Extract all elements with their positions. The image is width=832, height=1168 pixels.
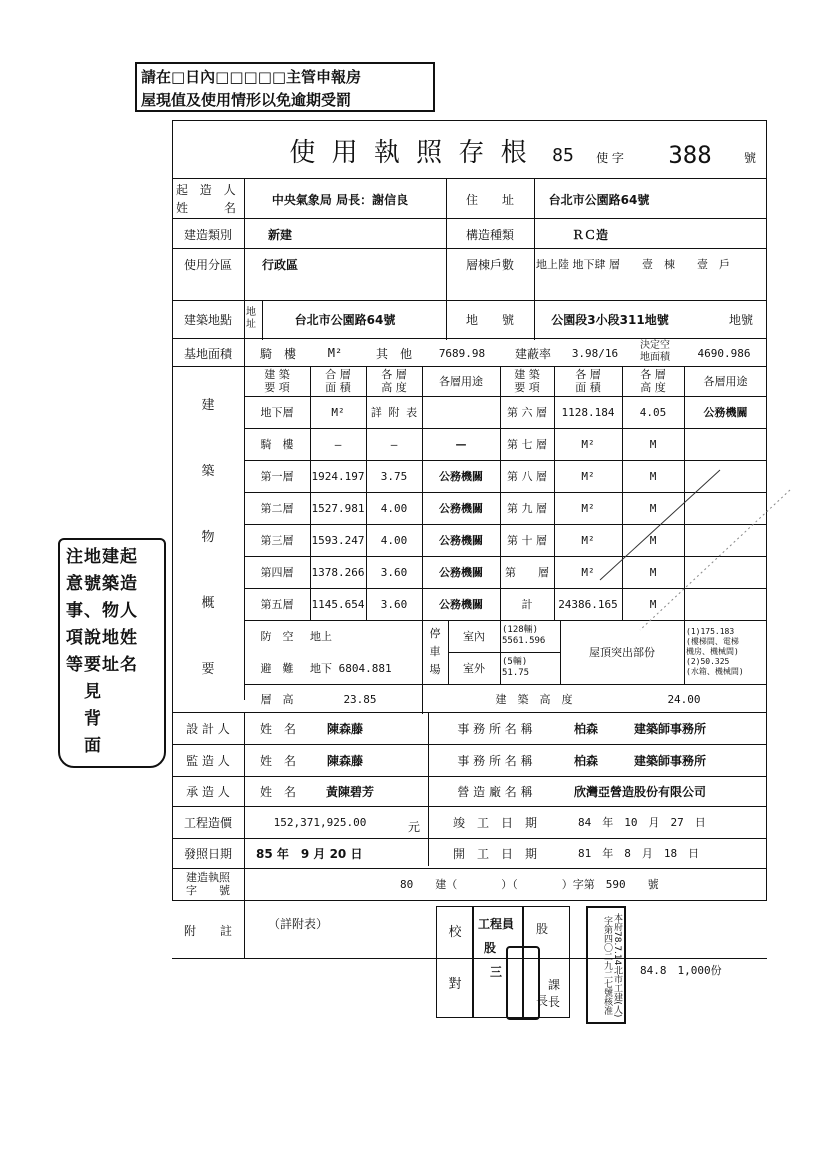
left-height-2: 3.75 (380, 469, 408, 483)
left-use-2: 公務機關 (439, 470, 483, 483)
lot-suffix: 地號 (728, 312, 753, 327)
scratch-marks (560, 430, 830, 670)
floors-value: 地上陸 地下肆 層 壹 棟 壹 戶 (536, 258, 730, 271)
site-sub-label: 地址 (246, 307, 256, 330)
cost-value: 152,371,925.00 (273, 815, 367, 829)
site-value: 台北市公園路64號 (294, 312, 396, 327)
right-height-5: M (649, 565, 657, 579)
right-height-0: 4.05 (639, 405, 667, 419)
permit-value: 80 建（ ）（ ）字第 590 號 (400, 878, 659, 891)
left-area-0: M² (331, 405, 345, 419)
right-item-2: 第 八 層 (507, 470, 547, 483)
stamp-col-1: 校 對 (448, 925, 462, 992)
right-height-3: M (649, 501, 657, 515)
left-item-6: 第五層 (260, 598, 294, 611)
right-item-3: 第 九 層 (507, 502, 547, 515)
arcade-value: M² (327, 346, 343, 360)
supervisor-office: 柏森 建築師事務所 (574, 753, 707, 768)
area-label: 基地面積 (183, 346, 232, 361)
zone-label: 使用分區 (183, 257, 232, 272)
other-label: 其 他 (375, 346, 412, 361)
left-area-5: 1378.266 (311, 565, 365, 579)
approval-seal-text: 本府78.7.14北市工建(人)字第四〇二九二七號核准 (602, 912, 622, 1018)
summary-header-1: 合 層 面 積 (325, 368, 351, 394)
left-use-3: 公務機關 (439, 502, 483, 515)
designer-label: 設 計 人 (186, 721, 230, 736)
top-notice-line1: 請在□日內□□□□□主管申報房 (141, 68, 362, 86)
permit-year: 85 (552, 144, 574, 166)
zone-value: 行政區 (261, 257, 298, 272)
lot-value: 公園段3小段311地號 (551, 312, 669, 327)
builder-factory: 欣灣亞營造股份有限公司 (574, 784, 707, 799)
designer-name: 陳森藤 (326, 721, 363, 736)
designated-value: 4690.986 (697, 346, 751, 360)
designated-label: 決定空 地面積 (640, 340, 670, 363)
other-value: 7689.98 (438, 346, 486, 360)
right-item-5: 第 層 (505, 566, 549, 579)
right-area-1: M² (581, 437, 595, 451)
right-height-4: M (649, 533, 657, 547)
shelter-label: 防 空 (260, 630, 294, 643)
summary-header-3: 各層用途 (439, 374, 483, 388)
arcade-label: 騎 樓 (259, 346, 296, 361)
designer-name-label: 姓 名 (259, 721, 296, 736)
right-area-4: M² (581, 533, 595, 547)
applicant-value: 中央氣象局 局長：謝信良 (271, 192, 409, 207)
side-char-5: 要 (201, 661, 215, 677)
side-char-3: 物 (201, 529, 215, 545)
start-label: 開 工 日 期 (452, 846, 537, 861)
left-area-3: 1527.981 (311, 501, 365, 515)
left-use-4: 公務機關 (439, 534, 483, 547)
structure-value: ＲＣ造 (571, 227, 608, 242)
summary-header-6: 各 層 高 度 (640, 368, 666, 394)
side-notice-stamp (58, 538, 166, 768)
shelter-above: 地上 (310, 630, 332, 643)
right-item-1: 第 七 層 (507, 438, 547, 451)
left-use-1: — (455, 437, 467, 451)
right-height-2: M (649, 469, 657, 483)
left-item-3: 第二層 (260, 502, 294, 515)
issue-label: 發照日期 (183, 846, 232, 861)
right-area-0: 1128.184 (561, 405, 615, 419)
left-height-4: 4.00 (380, 533, 408, 547)
top-notice-line2: 屋現值及使用情形以免逾期受罰 (141, 91, 352, 109)
indoor-value: (128輛) 5561.596 (502, 625, 546, 646)
left-area-6: 1145.654 (311, 597, 365, 611)
indoor-label: 室內 (463, 630, 485, 643)
summary-header-7: 各層用途 (703, 374, 748, 388)
left-item-4: 第三層 (260, 534, 294, 547)
note-value: （詳附表） (267, 916, 328, 931)
left-height-6: 3.60 (380, 597, 408, 611)
left-height-3: 4.00 (380, 501, 408, 515)
left-use-5: 公務機關 (439, 566, 483, 579)
right-area-3: M² (581, 501, 595, 515)
outdoor-value: (5輛) 51.75 (502, 657, 530, 678)
permit-label: 建造執照 字 號 (186, 871, 230, 897)
permit-char: 使 字 (596, 151, 624, 165)
builder-label: 承 造 人 (186, 784, 230, 799)
stamp-col-4: 股 (536, 922, 549, 936)
structure-label: 構造種類 (465, 227, 514, 242)
left-height-1: — (390, 437, 398, 451)
address-label: 住 址 (465, 192, 514, 207)
shelter-label-2: 避 難 (260, 662, 294, 675)
designer-office-label: 事 務 所 名 稱 (457, 721, 533, 736)
side-char-1: 建 (201, 397, 215, 413)
building-height-value: 24.00 (667, 692, 701, 706)
right-item-6: 計 (521, 598, 533, 611)
left-use-6: 公務機關 (439, 598, 483, 611)
stamp-col-3: 課長 (548, 978, 561, 1009)
build-type-value: 新建 (267, 227, 292, 242)
left-item-1: 騎 樓 (260, 438, 294, 451)
right-item-4: 第 十 層 (507, 534, 547, 547)
permit-number: 388 (668, 141, 712, 169)
shelter-below: 地下 6804.881 (310, 662, 392, 675)
summary-header-0: 建 築 要 項 (264, 368, 290, 394)
left-item-2: 第一層 (260, 470, 294, 483)
form-title: 使 用 執 照 存 根 (289, 137, 531, 168)
roof-label: 屋頂突出部份 (589, 646, 655, 659)
supervisor-name-label: 姓 名 (259, 753, 296, 768)
summary-side-label (172, 370, 244, 700)
right-item-0: 第 六 層 (507, 406, 547, 419)
site-label: 建築地點 (183, 312, 232, 327)
left-area-2: 1924.197 (311, 469, 365, 483)
floor-height-value: 23.85 (343, 692, 377, 706)
applicant-label: 起 造 人 姓 名 (175, 183, 240, 215)
left-height-0: 詳 附 表 (370, 406, 418, 419)
finish-label: 竣 工 日 期 (452, 815, 537, 830)
left-use-0 (422, 396, 500, 428)
left-area-4: 1593.247 (311, 533, 365, 547)
build-type-label: 建造類別 (183, 227, 232, 242)
side-char-4: 概 (201, 595, 215, 611)
start-value: 81 年 8 月 18 日 (578, 847, 700, 860)
stamp-col-5: 長 (536, 994, 549, 1008)
lot-label: 地 號 (465, 312, 514, 327)
cost-unit: 元 (407, 819, 420, 834)
supervisor-office-label: 事 務 所 名 稱 (457, 753, 533, 768)
approval-stamp (436, 906, 626, 1024)
parking-label: 停 車 場 (429, 627, 441, 676)
side-char-2: 築 (201, 463, 215, 479)
permit-number-suffix: 號 (743, 151, 756, 165)
coverage-label: 建蔽率 (514, 346, 551, 361)
finish-value: 84 年 10 月 27 日 (578, 816, 706, 829)
supervisor-name: 陳森藤 (326, 753, 363, 768)
right-use-0: 公務機關 (703, 406, 748, 419)
floor-height-label: 層 高 (260, 693, 294, 706)
right-area-2: M² (581, 469, 595, 483)
floors-label: 層棟戶數 (465, 257, 514, 272)
designer-office: 柏森 建築師事務所 (574, 721, 707, 736)
summary-header-5: 各 層 面 積 (575, 368, 601, 394)
issue-value: 85 年 9 月 20 日 (256, 846, 363, 861)
supervisor-label: 監 造 人 (186, 753, 230, 768)
note-label: 附 註 (183, 923, 232, 938)
outdoor-label: 室外 (463, 662, 485, 675)
summary-header-4: 建 築 要 項 (514, 368, 540, 394)
builder-name-label: 姓 名 (259, 784, 296, 799)
left-area-1: — (334, 437, 342, 451)
stamp-col-2: 工程員 股 三 (477, 917, 514, 979)
top-notice-stamp (135, 62, 435, 112)
right-area-5: M² (581, 565, 595, 579)
footer-note: 84.8 1,000份 (640, 964, 722, 977)
right-height-6: M (649, 597, 657, 611)
left-item-5: 第四層 (260, 566, 294, 579)
summary-header-2: 各 層 高 度 (381, 368, 407, 394)
approval-seal (586, 906, 626, 1024)
coverage-value: 3.98/16 (571, 346, 619, 360)
roof-value: (1)175.183 (樓梯間、電梯 機房、機械間) (2)50.325 (水箱、機械間) (686, 627, 744, 676)
left-height-5: 3.60 (380, 565, 408, 579)
left-item-0: 地下層 (260, 406, 294, 419)
building-height-label: 建 築 高 度 (495, 693, 573, 706)
side-notice-text: 注地建起 意號築造 事、物人 項說地姓 等要址名 見 背 面 (66, 547, 138, 756)
right-height-1: M (649, 437, 657, 451)
right-area-6: 24386.165 (558, 597, 618, 611)
builder-name: 黃陳碧芳 (325, 784, 374, 799)
builder-factory-label: 營 造 廠 名 稱 (457, 784, 533, 799)
cost-label: 工程造價 (183, 815, 232, 830)
address-value: 台北市公園路64號 (548, 192, 650, 207)
